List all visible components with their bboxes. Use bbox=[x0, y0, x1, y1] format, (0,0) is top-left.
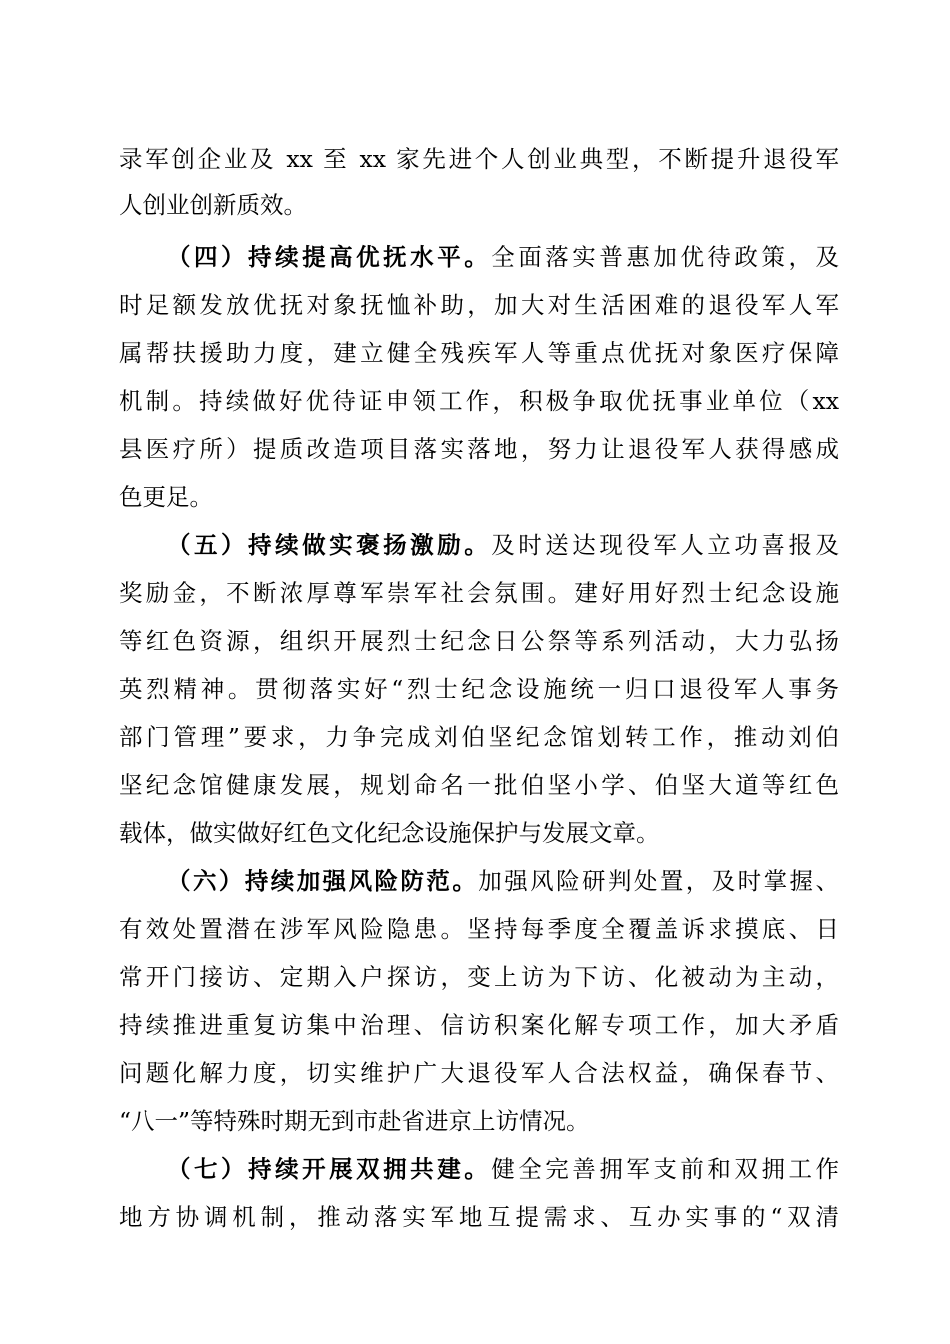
body-line: 载体，做实做好红色文化纪念设施保护与发展文章。 bbox=[119, 819, 660, 847]
body-line: 问题化解力度，切实维护广大退役军人合法权益，确保春节、 bbox=[119, 1059, 839, 1087]
paragraph-first-line bbox=[167, 1146, 839, 1192]
body-line: 人创业创新质效。 bbox=[119, 191, 307, 219]
body-line: 坚纪念馆健康发展，规划命名一批伯坚小学、伯坚大道等红色 bbox=[119, 771, 839, 799]
body-text: 健全完善拥军支前和双拥工作 bbox=[491, 1155, 839, 1183]
body-line: 属帮扶援助力度，建立健全残疾军人等重点优抚对象医疗保障 bbox=[119, 339, 839, 367]
body-line: 有效处置潜在涉军风险隐患。坚持每季度全覆盖诉求摸底、日 bbox=[119, 915, 839, 943]
body-text: 及时送达现役军人立功喜报及 bbox=[491, 531, 839, 559]
body-line: 奖励金，不断浓厚尊军崇军社会氛围。建好用好烈士纪念设施 bbox=[119, 579, 839, 607]
body-line: 色更足。 bbox=[119, 483, 213, 511]
section-heading: （七）持续开展双拥共建。 bbox=[167, 1155, 492, 1183]
body-line: 等红色资源，组织开展烈士纪念日公祭等系列活动，大力弘扬 bbox=[119, 627, 839, 655]
body-line: 持续推进重复访集中治理、信访积案化解专项工作，加大矛盾 bbox=[119, 1011, 839, 1039]
section-heading: （四）持续提高优抚水平。 bbox=[167, 243, 492, 271]
body-line: 时足额发放优抚对象抚恤补助，加大对生活困难的退役军人军 bbox=[119, 291, 839, 319]
body-line: “八一”等特殊时期无到市赴省进京上访情况。 bbox=[119, 1107, 590, 1135]
body-text: 加强风险研判处置，及时掌握、 bbox=[478, 867, 840, 895]
section-heading: （五）持续做实褒扬激励。 bbox=[167, 531, 492, 559]
body-line: 部门管理”要求，力争完成刘伯坚纪念馆划转工作，推动刘伯 bbox=[119, 723, 839, 751]
paragraph-first-line bbox=[167, 858, 839, 904]
body-text: 全面落实普惠加优待政策，及 bbox=[491, 243, 839, 271]
body-line: 县医疗所）提质改造项目落实落地，努力让退役军人获得感成 bbox=[119, 435, 839, 463]
section-heading: （六）持续加强风险防范。 bbox=[167, 867, 479, 895]
paragraph-first-line bbox=[167, 522, 839, 568]
body-line: 英烈精神。贯彻落实好“烈士纪念设施统一归口退役军人事务 bbox=[119, 675, 839, 703]
body-line: 机制。持续做好优待证申领工作，积极争取优抚事业单位（xx bbox=[119, 387, 839, 415]
paragraph-first-line bbox=[167, 234, 839, 280]
body-line: 录军创企业及 xx 至 xx 家先进个人创业典型，不断提升退役军 bbox=[119, 145, 839, 173]
body-line: 地方协调机制，推动落实军地互提需求、互办实事的“双清 bbox=[119, 1203, 839, 1231]
body-line: 常开门接访、定期入户探访，变上访为下访、化被动为主动， bbox=[119, 963, 839, 991]
